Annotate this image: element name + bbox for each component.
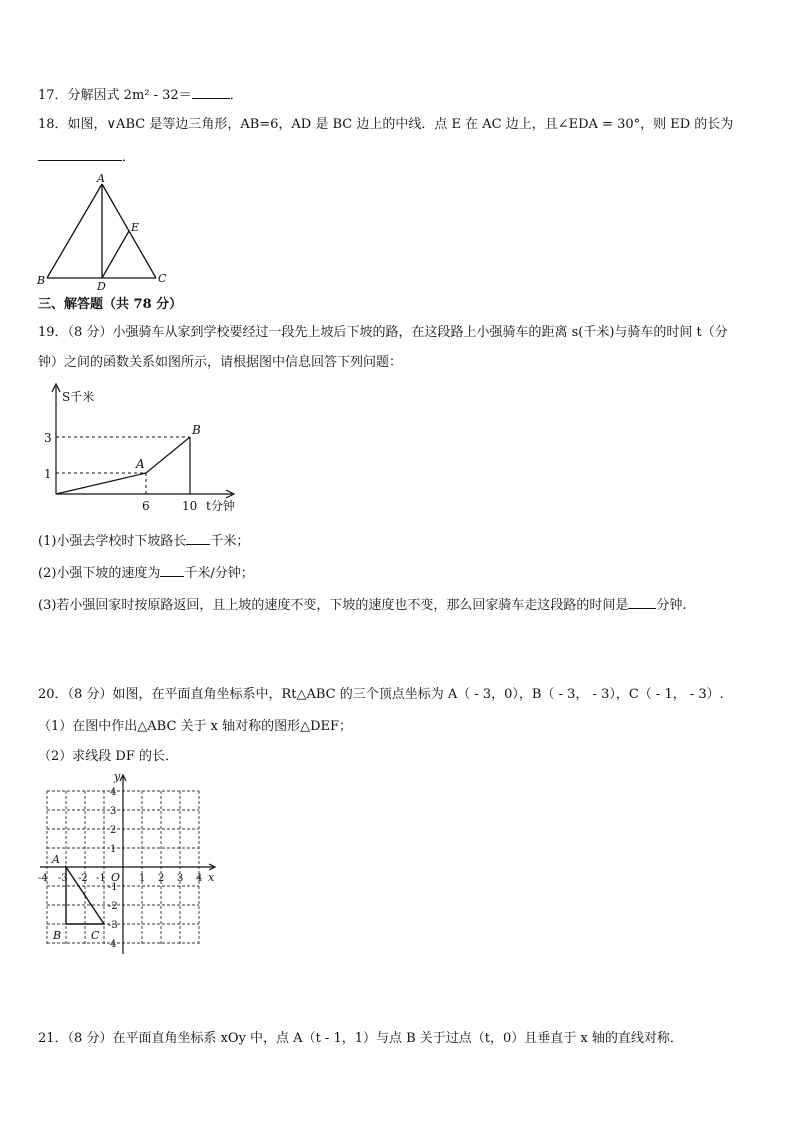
label-b: B [37, 274, 46, 287]
grid-point-c: C [91, 929, 100, 942]
ytick-2: 2 [110, 825, 117, 836]
ytick-4: 4 [110, 787, 117, 798]
label-c: C [158, 272, 167, 285]
ytick-1: 1 [110, 844, 117, 855]
q19-part1-text: (1)小强去学校时下坡路长 [38, 534, 187, 549]
q17-number: 17． [38, 88, 68, 103]
q17-text: 分解因式 2m² - 32＝ [67, 88, 192, 103]
grid-origin: O [111, 871, 121, 884]
xtick-neg2: -2 [78, 873, 88, 884]
xtick-3: 3 [177, 873, 184, 884]
graph-point-a: A [136, 457, 145, 471]
grid-point-a: A [52, 853, 60, 866]
q19-line1: 19．（8 分）小强骑车从家到学校要经过一段先上坡后下坡的路，在这段路上小强骑车的距离 s(千米)与骑车的时间 t（分 [38, 325, 728, 340]
xtick-neg3: -3 [58, 873, 68, 884]
label-d: D [97, 280, 106, 293]
label-a: A [97, 172, 105, 185]
xtick-4: 4 [196, 873, 203, 884]
q19-part2-text: (2)小强下坡的速度为 [38, 566, 161, 581]
graph-point-b: B [192, 423, 201, 437]
ytick-neg1: -1 [108, 882, 118, 893]
xtick-neg1: -1 [96, 873, 106, 884]
q19-part3-unit: 分钟. [656, 598, 687, 613]
section-title: 三、解答题（共 78 分） [38, 297, 183, 312]
label-e: E [131, 221, 140, 234]
q19-line2: 钟）之间的函数关系如图所示，请根据图中信息回答下列问题： [38, 355, 403, 370]
graph-xtick-6: 6 [142, 499, 150, 513]
q20-part2: （2）求线段 DF 的长． [38, 749, 178, 764]
graph-ylabel: S千米 [62, 390, 95, 404]
ytick-3: 3 [110, 806, 117, 817]
ytick-neg2: -2 [108, 901, 118, 912]
q17-end: ． [229, 88, 243, 103]
ytick-neg4: 4 [110, 939, 117, 950]
grid-x-label: x [208, 871, 215, 884]
q19-part1-unit: 千米； [210, 534, 250, 549]
xtick-1: 1 [139, 873, 146, 884]
q18-end: ． [122, 150, 136, 165]
graph-xlabel: t分钟 [206, 499, 235, 513]
q21-line1: 21．（8 分）在平面直角坐标系 xOy 中，点 A（t - 1，1）与点 B 关于过点（t，0）且垂直于 x 轴的直线对称． [38, 1031, 683, 1046]
xtick-2: 2 [158, 873, 165, 884]
ytick-neg3: -3 [108, 920, 118, 931]
q20-part1: （1）在图中作出△ABC 关于 x 轴对称的图形△DEF； [38, 719, 353, 734]
grid-y-label: y [114, 770, 121, 783]
q20-line1: 20．（8 分）如图，在平面直角坐标系中，Rt△ABC 的三个顶点坐标为 A（ - 3，0），B（ - 3， - 3），C（ - 1， - 3）. [38, 687, 724, 702]
graph-ytick-1: 1 [44, 467, 52, 481]
q19-part3-text: (3)若小强回家时按原路返回，且上坡的速度不变，下坡的速度也不变，那么回家骑车走这段路的时间是 [38, 598, 629, 613]
grid-point-b: B [53, 929, 62, 942]
graph-xtick-10: 10 [182, 499, 198, 513]
xtick-neg4: -4 [38, 873, 48, 884]
q19-part2-unit: 千米/分钟； [184, 566, 254, 581]
q18-line1: 18．如图，∨ABC 是等边三角形，AB=6，AD 是 BC 边上的中线．点 E 在 AC 边上，且∠EDA = 30°，则 ED 的长为 [38, 117, 734, 132]
graph-ytick-3: 3 [44, 431, 52, 445]
